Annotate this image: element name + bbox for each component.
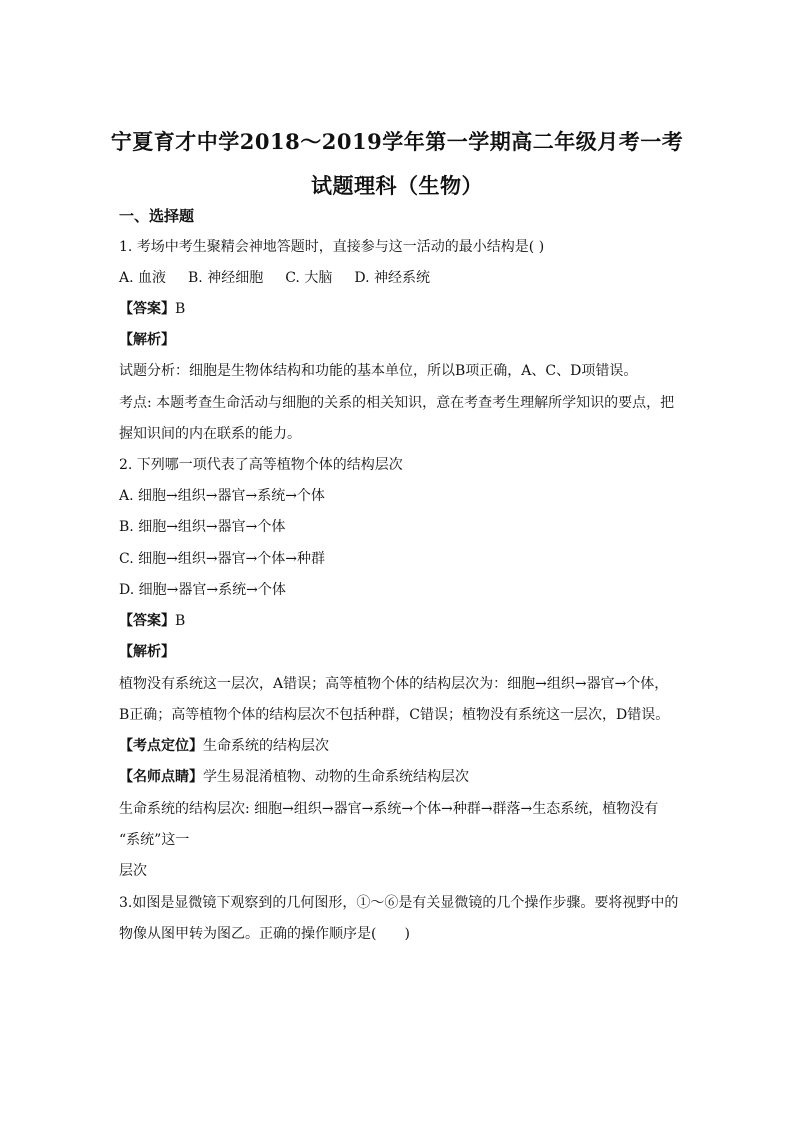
question-1-answer (119, 299, 185, 319)
question-2-mingshi (119, 767, 469, 787)
question-2-stem: 2. 下列哪一项代表了高等植物个体的结构层次 (119, 457, 403, 473)
question-2-extra-line-2: “系统”这一 (119, 832, 190, 848)
question-2-analysis-line-2: B正确；高等植物个体的结构层次不包括种群，C错误；植物没有系统这一层次，D错误。 (119, 707, 670, 723)
question-1-kaodian-line-2: 握知识间的内在联系的能力。 (119, 426, 301, 442)
question-1-analysis-text: 试题分析：细胞是生物体结构和功能的基本单位，所以B项正确，A、C、D项错误。 (119, 363, 638, 379)
kaodian-label: 【考点定位】 (119, 738, 203, 754)
question-1-stem: 1. 考场中考生聚精会神地答题时，直接参与这一活动的最小结构是( ) (119, 239, 545, 255)
question-2-analysis-label: 【解析】 (119, 644, 175, 660)
section-heading: 一、选择题 (119, 207, 195, 225)
option-a: A. 血液 (119, 270, 167, 286)
question-2-extra-line-1: 生命系统的结构层次: 细胞→组织→器官→系统→个体→种群→群落→生态系统，植物没有 (119, 801, 659, 817)
option-d: D. 神经系统 (354, 270, 430, 286)
answer-value: B (175, 613, 186, 629)
question-2-option-a: A. 细胞→组织→器官→系统→个体 (119, 488, 325, 504)
mingshi-text: 学生易混淆植物、动物的生命系统结构层次 (203, 769, 469, 785)
answer-label: 【答案】 (119, 613, 175, 629)
option-c: C. 大脑 (285, 270, 333, 286)
question-2-answer (119, 611, 185, 631)
question-3-stem-line-2: 物像从图甲转为图乙。正确的操作顺序是( ) (119, 926, 410, 942)
question-2-option-b: B. 细胞→组织→器官→个体 (119, 519, 286, 535)
question-1-analysis-label: 【解析】 (119, 332, 175, 348)
title-line-1: 宁夏育才中学2018～2019学年第一学期高二年级月考一考 (110, 129, 684, 154)
question-2-option-c: C. 细胞→组织→器官→个体→种群 (119, 551, 326, 567)
kaodian-text: 生命系统的结构层次 (203, 738, 329, 754)
question-3-stem-line-1: 3.如图是显微镜下观察到的几何图形，①～⑥是有关显微镜的几个操作步骤。要将视野中的 (119, 895, 679, 911)
option-b: B. 神经细胞 (188, 270, 264, 286)
question-1-options (119, 268, 430, 288)
question-2-analysis-line-1: 植物没有系统这一层次，A错误；高等植物个体的结构层次为：细胞→组织→器官→个体， (119, 676, 669, 692)
answer-value: B (175, 301, 186, 317)
question-1-kaodian-line-1: 考点: 本题考查生命活动与细胞的关系的相关知识，意在考查考生理解所学知识的要点，把 (119, 395, 675, 411)
mingshi-label: 【名师点睛】 (119, 769, 203, 785)
question-2-extra-line-3: 层次 (119, 863, 147, 879)
question-2-option-d: D. 细胞→器官→系统→个体 (119, 582, 286, 598)
question-2-kaodian (119, 736, 329, 756)
title-line-2: 试题理科（生物） (311, 173, 483, 198)
answer-label: 【答案】 (119, 301, 175, 317)
